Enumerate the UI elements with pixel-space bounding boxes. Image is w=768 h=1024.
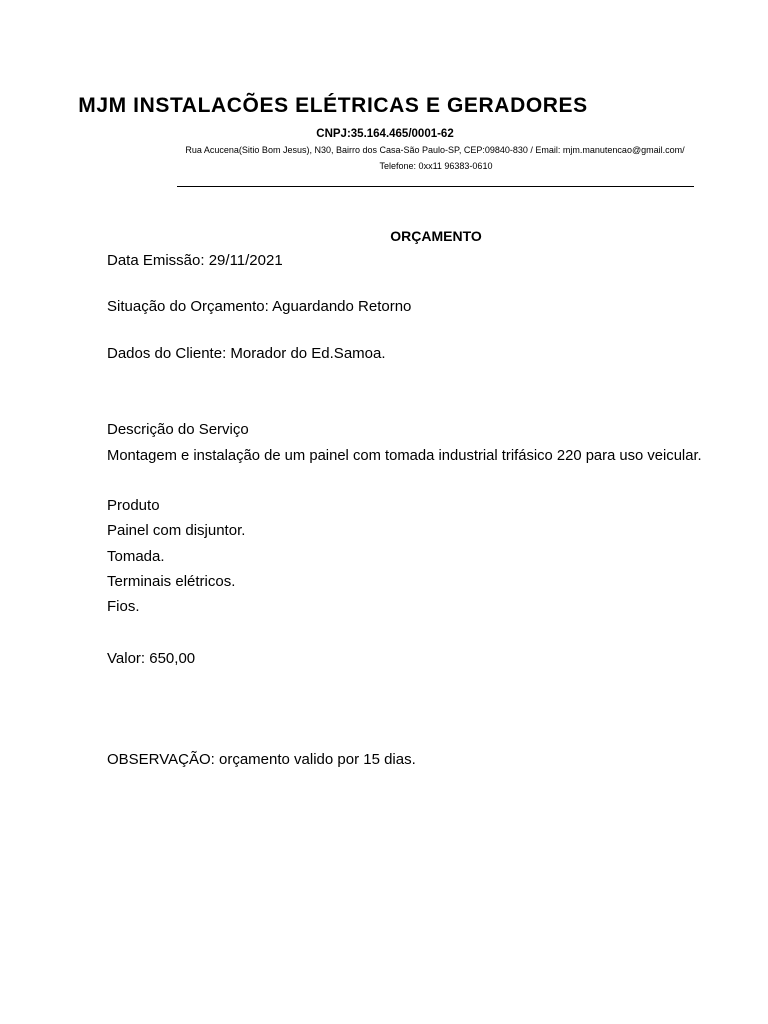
status-row	[107, 297, 411, 317]
issue-date-label: Data Emissão:	[107, 252, 205, 269]
client-value: Morador do Ed.Samoa.	[230, 345, 386, 362]
company-phone	[0, 160, 768, 172]
company-name-text: MJM INSTALACÕES ELÉTRICAS E GERADORES	[78, 94, 588, 117]
issue-date-row	[107, 251, 283, 271]
price-row	[107, 649, 195, 669]
service-description: Montagem e instalação de um painel com tomada industrial trifásico 220 para uso veicular.	[107, 448, 702, 464]
status-value: Aguardando Retorno	[272, 298, 412, 315]
address-text: Rua Acucena(Sitio Bom Jesus), N30, Bairro dos Casa-São Paulo-SP, CEP:09840-830 / Email: mjm.manutencao@gmail.com/	[185, 145, 685, 155]
document-title-text: ORÇAMENTO	[390, 228, 482, 244]
price-value: 650,00	[149, 650, 196, 667]
company-name	[0, 94, 768, 118]
product-item: Fios.	[107, 598, 140, 615]
product-item: Terminais elétricos.	[107, 573, 236, 590]
cnpj-text: CNPJ:35.164.465/0001-62	[316, 128, 454, 140]
header-divider	[177, 186, 694, 187]
observation-value: orçamento valido por 15 dias.	[218, 751, 416, 768]
price-label: Valor:	[107, 650, 146, 667]
product-item: Painel com disjuntor.	[107, 522, 246, 539]
status-label: Situação do Orçamento:	[107, 298, 269, 315]
service-heading: Descrição do Serviço	[107, 421, 249, 438]
issue-date-value: 29/11/2021	[208, 252, 283, 269]
document-title	[0, 227, 768, 245]
product-heading: Produto	[107, 497, 160, 514]
observation-row	[107, 750, 416, 770]
client-label: Dados do Cliente:	[107, 345, 227, 362]
company-address	[0, 144, 768, 156]
client-row	[107, 344, 386, 364]
product-item: Tomada.	[107, 548, 165, 565]
phone-text: Telefone: 0xx11 96383-0610	[379, 161, 493, 171]
company-cnpj	[0, 127, 768, 141]
observation-label: OBSERVAÇÃO:	[107, 751, 215, 768]
